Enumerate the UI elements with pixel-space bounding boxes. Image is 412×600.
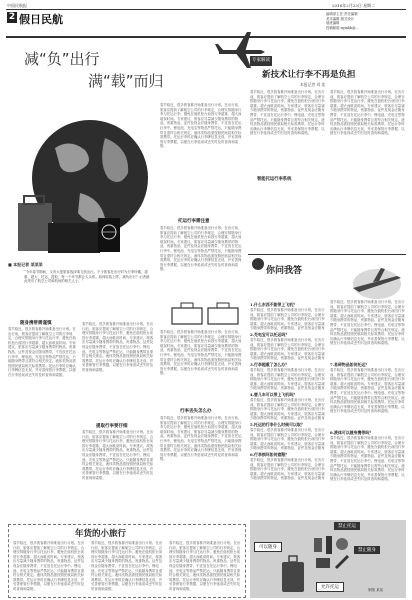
feature-rule bbox=[248, 254, 406, 255]
masthead-info bbox=[326, 12, 406, 34]
column-body: 春节临近，很多旅客都开始准备出行计划。在出行前，旅客应提前了解航空公司的行李规定，合理安排随身行李与托运行李，避免在值机柜台前因行李超重、超大而耽误时间。专家建议，旅客应尽量减少随身携带的物品，贵重物品、证件及现金应随身携带，不宜放在托运行李中。锂电池、充电宝等物品严禁托运，只能随身携带且需符合相关规定。液体类物品需按照民航局相关标准携带。托运行李时应确认行李牌信息无误，并妥善保管行李票据，以便在行李延误或丢失时及时查询和索赔。 bbox=[82, 430, 154, 480]
qa-answer: 春节临近，很多旅客都开始准备出行计划。在出行前，旅客应提前了解航空公司的行李规定，合理安排随身行李与托运行李，避免在值机柜台前因行李超重、超大而耽误时间。专家建议，旅客应尽量减少随身携带的物品，贵重物品、证件及现金应随身携带，不宜放在托运行李中。锂电池、充电宝等物品严禁托运，只能随身携带且需符合相关规定。液体类物品需按照民航局相关标准携带。托运行李时应确认行李牌信息无误，并妥善保管行李票据，以便在行李延误或丢失时及时查询和索赔。 bbox=[330, 300, 405, 346]
story-box bbox=[8, 524, 246, 598]
diagram-label-can-check: 允许托运 bbox=[316, 582, 344, 592]
qa-list-left bbox=[250, 300, 326, 518]
qa-title: 你问我答 bbox=[266, 266, 303, 276]
column-body: 春节临近，很多旅客都开始准备出行计划。在出行前，旅客应提前了解航空公司的行李规定，合理安排随身行李与托运行李，避免在值机柜台前因行李超重、超大而耽误时间。专家建议，旅客应尽量减少随身携带的物品，贵重物品、证件及现金应随身携带，不宜放在托运行李中。锂电池、充电宝等物品严禁托运，只能随身携带且需符合相关规定。液体类物品需按照民航局相关标准携带。托运行李时应确认行李牌信息无误，并妥善保管行李票据，以便在行李延误或丢失时及时查询和索赔。 bbox=[160, 416, 242, 462]
column-body: 春节临近，很多旅客都开始准备出行计划。在出行前，旅客应提前了解航空公司的行李规定，合理安排随身行李与托运行李，避免在值机柜台前因行李超重、超大而耽误时间。专家建议，旅客应尽量减少随身携带的物品，贵重物品、证件及现金应随身携带，不宜放在托运行李中。锂电池、充电宝等物品严禁托运，只能随身携带且需符合相关规定。液体类物品需按照民航局相关标准携带。托运行李时应确认行李牌信息无误，并妥善保管行李票据，以便在行李延误或丢失时及时查询和索赔。 bbox=[160, 226, 242, 272]
feature-body: 春节临近，很多旅客都开始准备出行计划。在出行前，旅客应提前了解航空公司的行李规定，合理安排随身行李与托运行李，避免在值机柜台前因行李超重、超大而耽误时间。专家建议，旅客应尽量减少随身携带的物品，贵重物品、证件及现金应随身携带，不宜放在托运行李中。锂电池、充电宝等物品严禁托运，只能随身携带且需符合相关规定。液体类物品需按照民航局相关标准携带。托运行李时应确认行李牌信息无误，并妥善保管行李票据，以便在行李延误或丢失时及时查询和索赔。 bbox=[250, 90, 325, 136]
story-title: 年货的小旅行 bbox=[75, 529, 127, 539]
items-icon bbox=[312, 534, 352, 574]
info-line: 美术编辑 版式设计 bbox=[326, 16, 355, 21]
page-number-badge: 2 bbox=[8, 12, 16, 22]
qa-answer: 春节临近，很多旅客都开始准备出行计划。在出行前，旅客应提前了解航空公司的行李规定，合理安排随身行李与托运行李，避免在值机柜台前因行李超重、超大而耽误时间。专家建议，旅客应尽量减少随身携带的物品，贵重物品、证件及现金应随身 bbox=[250, 308, 325, 330]
story-body: 春节临近，很多旅客都开始准备出行计划。在出行前，旅客应提前了解航空公司的行李规定，合理安排随身行李与托运行李，避免在值机柜台前因行李超重、超大而耽误时间。专家建议，旅客应尽量减少随身携带的物品，贵重物品、证件及现金应随身携带，不宜放在托运行李中。锂电池、充电宝等物品严禁托运，只能随身携带且需符合相关规定。液体类物品需按照民航局相关标准携带。托运行李时应确认行李牌信息无误，并妥善保管行李票据，以便在行李延误或丢失时及时查询和索赔。 bbox=[91, 541, 163, 591]
column-body: 春节临近，很多旅客都开始准备出行计划。在出行前，旅客应提前了解航空公司的行李规定，合理安排随身行李与托运行李，避免在值机柜台前因行李超重、超大而耽误时间。专家建议，旅客应尽量减少随身携带的物品，贵重物品、证件及现金应随身携带，不宜放在托运行李中。锂电池、充电宝等物品严禁托运，只能随身携带且需符合相关规定。液体类物品需按照民航局相关标准携带。托运行李时应确认行李牌信息无误，并妥善保管行李票据，以便在行李延误或丢失时及时查询和索赔。 bbox=[8, 327, 76, 377]
headline-line1: 减“负”出行 bbox=[24, 50, 100, 68]
column-body: 春节临近，很多旅客都开始准备出行计划。在出行前，旅客应提前了解航空公司的行李规定，合理安排随身行李与托运行李，避免在值机柜台前因行李超重、超大而耽误时间。专家建议，旅客应尽量减少随身携带的物品，贵重物品、证件及现金应随身携带，不宜放在托运行李中。锂电池、充电宝等物品严禁托运，只能随身携带且需符合相关规定。液体类物品需按照民航局相关标准携带。托运行李时应确认行李牌信息无误，并妥善保管行李票据，以便在行李延误或丢失时及时查询和索赔。 bbox=[82, 322, 154, 372]
lead-intro: “今年春节期间，又有大批旅客选择乘飞机出行。不少旅客在出行时为行李所累，超重、超大、托运、提取，每一个环节都让人头疼。如何轻装上阵、减负出行？记者就此采访了航空公司和机场的相关人士。” bbox=[24, 270, 150, 284]
feature-tag: 专家解读 bbox=[250, 56, 272, 66]
column-heading: 托运行李需注意 bbox=[178, 219, 210, 224]
qa-answer: 春节临近，很多旅客都开始准备出行计划。在出行前，旅客应提前了解航空公司的行李规定，合理安排随身行李与托运行李，避免在值机柜台前因行李超重、超大而耽误时间。专家建议，旅客应尽量减少随身携带的物品，贵重物品、证件及现金应随身 bbox=[250, 338, 325, 360]
diagram-caption: 制图 某某 bbox=[368, 588, 384, 592]
qa-answer: 春节临近，很多旅客都开始准备出行计划。在出行前，旅客应提前了解航空公司的行李规定，合理安排随身行李与托运行李，避免在值机柜台前因行李超重、超大而耽误时间。专家建议，旅客应尽量减少随身携带的物品，贵重物品、证件及现金应随身携带，不宜放在托运行李中。锂电池、充电宝等物品严禁托运，只能随身携带且需符合相关规定。液体类物品需按照民航局相关标准携带。托运行李时应确认行李牌信息无误，并妥善保管行李票据，以便在行李延误或丢失时及时查询和索赔。 bbox=[330, 436, 405, 482]
masthead-rule bbox=[6, 9, 406, 10]
masthead-rule-bottom bbox=[6, 36, 406, 38]
globe-illustration bbox=[10, 108, 155, 258]
luggage-rules-diagram bbox=[250, 520, 406, 598]
lead-byline: ■ 本报记者 某某某 bbox=[8, 262, 43, 267]
column-body: 春节临近，很多旅客都开始准备出行计划。在出行前，旅客应提前了解航空公司的行李规定，合理安排随身行李与托运行李，避免在值机柜台前因行李超重、超大而耽误时间。专家建议，旅客应尽量减少随身携带的物品，贵重物品、证件及现金应随身携带，不宜放在托运行李中。锂电池、充电宝等物品严禁托运，只能随身携带且需符合相关规定。液体类物品需按照民航局相关标准携带。托运行李时应确认行李牌信息无误，并妥善保管行李票据，以便在行李延误或丢失时及时查询和索赔。 bbox=[160, 103, 242, 149]
headline-line2: 满“载”而归 bbox=[88, 72, 164, 90]
column-heading: 提取行李要仔细 bbox=[96, 424, 128, 429]
feature-body: 春节临近，很多旅客都开始准备出行计划。在出行前，旅客应提前了解航空公司的行李规定，合理安排随身行李与托运行李，避免在值机柜台前因行李超重、超大而耽误时间。专家建议，旅客应尽量减少随身携带的物品，贵重物品、证件及现金应随身携带，不宜放在托运行李中。锂电池、充电宝等物品严禁托运，只能随身携带且需符合相关规定。液体类物品需按照民航局相关标准携带。托运行李时应确认行李牌信息无误，并妥善保管行李票据，以便在行李延误或丢失时及时查询和索赔。 bbox=[330, 90, 405, 136]
column-body: 春节临近，很多旅客都开始准备出行计划。在出行前，旅客应提前了解航空公司的行李规定，合理安排随身行李与托运行李，避免在值机柜台前因行李超重、超大而耽误时间。专家建议，旅客应尽量减少随身携带的物品，贵重物品、证件及现金应随身携带，不宜放在托运行李中。锂电池、充电宝等物品严禁托运，只能随身携带且需符合相关规定。液体类物品需按照民航局相关标准携带。托运行李时应确认行李牌信息无误，并妥善保管行李票据，以便在行李延误或丢失时及时查询和索赔。 bbox=[160, 330, 242, 376]
date-line: 2016年2月23日 星期二 bbox=[332, 3, 376, 8]
qa-answer: 春节临近，很多旅客都开始准备出行计划。在出行前，旅客应提前了解航空公司的行李规定，合理安排随身行李与托运行李，避免在值机柜台前因行李超重、超大而耽误时间。专家建议，旅客应尽量减少随身携带的物品，贵重物品、证件及现金应随身 bbox=[250, 458, 325, 480]
column-heading: 随身携带需谨慎 bbox=[20, 321, 52, 326]
story-body: 春节临近，很多旅客都开始准备出行计划。在出行前，旅客应提前了解航空公司的行李规定，合理安排随身行李与托运行李，避免在值机柜台前因行李超重、超大而耽误时间。专家建议，旅客应尽量减少随身携带的物品，贵重物品、证件及现金应随身携带，不宜放在托运行李中。锂电池、充电宝等物品严禁托运，只能随身携带且需符合相关规定。液体类物品需按照民航局相关标准携带。托运行李时应确认行李牌信息无误，并妥善保管行李票据，以便在行李延误或丢失时及时查询和索赔。 bbox=[13, 541, 85, 591]
qa-badge bbox=[252, 258, 264, 270]
qa-question: 6.行李损坏如何索赔？ bbox=[250, 452, 290, 457]
story-body: 春节临近，很多旅客都开始准备出行计划。在出行前，旅客应提前了解航空公司的行李规定，合理安排随身行李与托运行李，避免在值机柜台前因行李超重、超大而耽误时间。专家建议，旅客应尽量减少随身携带的物品，贵重物品、证件及现金应随身携带，不宜放在托运行李中。锂电池、充电宝等物品严禁托运，只能随身携带且需符合相关规定。液体类物品需按照民航局相关标准携带。托运行李时应确认行李牌信息无误，并妥善保管行李票据，以便在行李延误或丢失时及时查询和索赔。 bbox=[169, 541, 241, 591]
qa-airplane-icon bbox=[345, 262, 405, 302]
masthead-left-label: 中国民航报 bbox=[7, 3, 27, 8]
qa-question: 2.充电宝可以托运吗？ bbox=[250, 332, 290, 337]
qa-question: 4.婴儿车可以带上飞机吗？ bbox=[250, 392, 297, 397]
qa-answer: 春节临近，很多旅客都开始准备出行计划。在出行前，旅客应提前了解航空公司的行李规定，合理安排随身行李与托运行李，避免在值机柜台前因行李超重、超大而耽误时间。专家建议，旅客应尽量减少随身携带的物品，贵重物品、证件及现金应随身 bbox=[250, 368, 325, 390]
diagram-label-can-carry: 可以随身 bbox=[254, 542, 282, 552]
feature-subhead: 智能托运行李系统 bbox=[257, 177, 292, 182]
qa-question: 7.易碎物品如何托运？ bbox=[330, 362, 370, 367]
info-line: 编辑部主任 责任编辑 bbox=[326, 12, 358, 16]
diagram-label-forbidden-hand: 禁止随身 bbox=[354, 546, 380, 554]
feature-byline: 本报记者 刘 某 bbox=[300, 82, 326, 87]
qa-answer: 春节临近，很多旅客都开始准备出行计划。在出行前，旅客应提前了解航空公司的行李规定，合理安排随身行李与托运行李，避免在值机柜台前因行李超重、超大而耽误时间。专家建议，旅客应尽量减少随身携带的物品，贵重物品、证件及现金应随身携带，不宜放在托运行李中。锂电池、充电宝等物品严禁托运，只能随身携带且需符合相关规定。液体类物品需按照民航局相关标准携带。托运行李时应确认行李牌信息无误，并妥善保管行李票据，以便在行李延误或丢失时及时查询和索赔。 bbox=[330, 368, 405, 414]
suitcase-illustration bbox=[170, 300, 240, 326]
section-title: 假日民航 bbox=[19, 13, 63, 26]
feature-title: 新技术让行李不再是负担 bbox=[262, 70, 356, 80]
info-line: 值班编辑 bbox=[326, 21, 340, 26]
qa-question: 1.什么东西不能带上飞机？ bbox=[250, 302, 297, 307]
qa-answer: 春节临近，很多旅客都开始准备出行计划。在出行前，旅客应提前了解航空公司的行李规定，合理安排随身行李与托运行李，避免在值机柜台前因行李超重、超大而耽误时间。专家建议，旅客应尽量减少随身携带的物品，贵重物品、证件及现金应随身 bbox=[250, 398, 325, 420]
qa-list-right bbox=[330, 300, 406, 518]
qa-question: 8.液体可以随身携带吗？ bbox=[330, 430, 373, 435]
diagram-label-forbidden-check: 禁止托运 bbox=[334, 522, 360, 530]
info-line: 投稿邮箱 zgmhb@... bbox=[326, 25, 359, 30]
column-heading: 行李丢失怎么办 bbox=[180, 409, 212, 414]
qa-question: 3.行李超重了怎么办？ bbox=[250, 362, 290, 367]
suitcase-icon bbox=[280, 554, 306, 594]
qa-answer: 春节临近，很多旅客都开始准备出行计划。在出行前，旅客应提前了解航空公司的行李规定，合理安排随身行李与托运行李，避免在值机柜台前因行李超重、超大而耽误时间。专家建议，旅客应尽量减少随身携带的物品，贵重物品、证件及现金应随身 bbox=[250, 428, 325, 450]
qa-question: 5.托运的行李什么时候可以取？ bbox=[250, 422, 305, 427]
